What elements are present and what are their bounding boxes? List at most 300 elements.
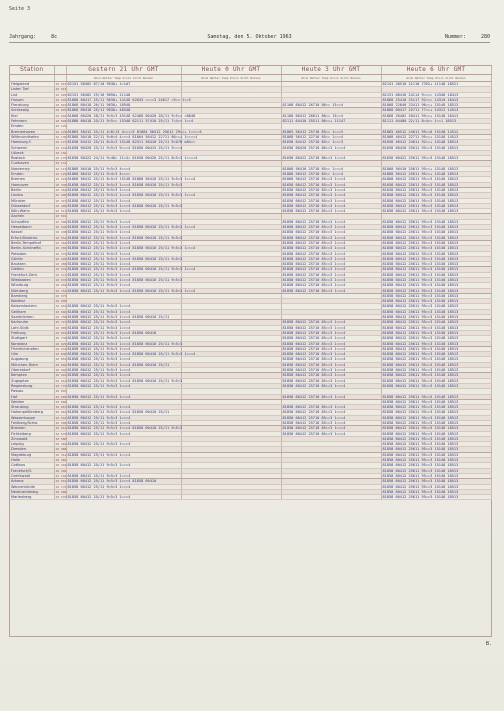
station-index: 10 469 xyxy=(55,442,67,447)
station-index: 10 554 xyxy=(55,235,67,240)
obs-gestern-21: 81858 60412 25/11 9=5=3 1===4 xyxy=(66,383,181,388)
station-index: 10 688 xyxy=(55,399,67,404)
station-index: 10 019 xyxy=(55,87,67,92)
station-name: Regensburg xyxy=(10,383,54,388)
station-index: 10 961 xyxy=(55,378,67,383)
obs-gestern-21: 81858 60412 25/11 9=5=3 1===4 81858 60410 25/11 9=5=3 xyxy=(67,378,183,383)
obs-heute-6: 82151 28510 21110 7352+ 11148 18521 xyxy=(381,82,491,87)
obs-heute-6: 81858 60412 25611 95==3 15148 18513 xyxy=(381,346,491,351)
obs-heute-6: 81858 60412 25611 95==3 15148 18513 xyxy=(381,304,491,309)
obs-gestern-21: 81858 60412 25/11 9=5=3 1===4 xyxy=(66,442,181,447)
station-name: Aachen xyxy=(10,214,54,219)
station-name: Berlin-Tempelhof xyxy=(10,240,54,245)
obs-heute-3: 81858 60412 25710 85==3 1===4 xyxy=(281,225,381,230)
station-name: Emden xyxy=(10,172,54,177)
obs-gestern-21: 81858 60412 25/11 9=5=3 1===4 xyxy=(66,405,181,410)
station-index: 10 045 xyxy=(55,108,67,113)
station-name: Arkona xyxy=(10,479,54,484)
obs-heute-6: 81858 60412 25611 95==3 15148 18513 xyxy=(381,225,491,230)
station-index: 10 499 xyxy=(55,256,67,261)
obs-gestern-21: 81858 60412 25/11 9=5=3 1===4 xyxy=(66,484,181,489)
obs-heute-3: 81858 60412 25710 85==3 1===4 xyxy=(281,246,381,251)
obs-heute-3: 81858 60412 25710 85==3 1===4 xyxy=(281,330,381,335)
station-index: 10 170 xyxy=(55,156,67,161)
obs-heute-3: 81858 60412 25710 85==3 1===4 xyxy=(281,415,381,420)
station-name: Frankfurt-Zent. xyxy=(10,272,54,277)
obs-gestern-21: 81858 60412 25/11 9=5=3 1===4 81858 60410 25/11 9=5=3 xyxy=(67,341,183,346)
group-header-gestern-21: Gestern 21 Uhr GMT xyxy=(66,66,181,75)
station-index: 10 379 xyxy=(55,251,67,256)
obs-heute-3: 81858 60412 25710 85==3 1===4 xyxy=(281,378,381,383)
obs-heute-6: 81858 60412 25611 95==3 15148 18513 xyxy=(381,277,491,282)
group-header-heute-0: Heute 0 Uhr GMT xyxy=(181,66,281,75)
obs-heute-6: 81858 60412 25611 95==3 15148 18513 xyxy=(381,219,491,224)
station-name: Bremen xyxy=(10,177,54,182)
station-index: 10 675 xyxy=(55,293,67,298)
obs-heute-3 xyxy=(281,495,381,500)
station-name: Kempten xyxy=(10,373,54,378)
station-index: 10 929 xyxy=(55,341,67,346)
obs-heute-3: 81858 60412 25710 85==3 1===4 xyxy=(281,198,381,203)
obs-heute-6: 81858 60412 25611 95==3 15148 18513 xyxy=(381,240,491,245)
obs-gestern-21: 81858 60412 25/11 9=5=3 1===4 xyxy=(66,251,181,256)
station-index: 10 600 xyxy=(55,299,67,304)
obs-heute-6: 81858 60412 25611 95==3 15148 18513 xyxy=(381,473,491,478)
station-index: 10 131 xyxy=(55,161,67,166)
obs-gestern-21: 81858 60412 25/11 9=5=3 1===4 xyxy=(66,336,181,341)
obs-heute-6: 81858 60412 25611 95==3 15148 18513 xyxy=(381,405,491,410)
station-index: 10 113 xyxy=(55,166,67,171)
obs-heute-3: 81858 60412 25710 85==3 1===4 xyxy=(281,336,381,341)
station-name: Düsseldorf xyxy=(10,203,54,208)
station-index: 10 944 xyxy=(55,373,67,378)
station-name: Oberstdorf xyxy=(10,368,54,373)
obs-heute-6: 81858 60412 25611 95==3 15148 18513 xyxy=(381,330,491,335)
obs-heute-3: 81858 60412 25710 85==3 1===4 xyxy=(281,421,381,426)
obs-gestern-21: 81858 60412 25/11 9=5=3 1===4 81858 60410 25/11 9=5=3 1===4 xyxy=(67,193,196,198)
station-name: Schwerin xyxy=(10,145,54,150)
station-index: 10 637 xyxy=(55,272,67,277)
station-name: Schleswig xyxy=(10,108,54,113)
obs-heute-6: 81858 60412 25611 95==3 15148 18513 xyxy=(381,426,491,431)
obs-heute-3: 81865 56412 25710 85== 1===5 xyxy=(281,129,381,134)
obs-heute-3: 81858 60412 25710 85==3 1===4 xyxy=(281,431,381,436)
obs-gestern-21: 81858 60412 25/11 9=5=3 1===4 81858 60410 25/11 9=5=3 1===4 xyxy=(67,352,196,357)
obs-gestern-21: 81868 56410 25/11 9=5=3 4===4 xyxy=(66,166,181,171)
obs-gestern-21: 81858 60412 25/11 9=5=3 1===4 81858 60410 25/11 9=5=3 1===4 xyxy=(67,267,196,272)
station-name: Lindau xyxy=(10,193,54,198)
station-index: 10 224 xyxy=(55,177,67,182)
obs-heute-3: 81858 60412 25710 85==3 1===4 xyxy=(281,383,381,388)
obs-heute-6: 81858 60412 25611 95==3 15148 18513 xyxy=(381,230,491,235)
station-name: Brocken xyxy=(10,426,54,431)
station-name: List xyxy=(10,92,54,97)
station-index: 10 540 xyxy=(55,225,67,230)
obs-heute-3: 81858 60412 25710 85==3 1===4 xyxy=(281,426,381,431)
station-index: 10 513 xyxy=(55,209,67,214)
obs-gestern-21: 81858 60412 25/11 9=5=3 1===4 xyxy=(66,304,181,309)
station-name: Halle xyxy=(10,458,54,463)
station-name: Augsburg xyxy=(10,357,54,362)
obs-heute-3: 81658 60420 25710 86==3 1===4 xyxy=(281,145,381,150)
station-name: Leipzig xyxy=(10,442,54,447)
obs-heute-6: 81858 60412 25611 95==3 15148 18513 xyxy=(381,198,491,203)
obs-gestern-21: 81858 60412 25/11 9=5=3 1===4 xyxy=(66,240,181,245)
obs-heute-6: 81858 60412 25611 95==3 15148 18513 xyxy=(381,352,491,357)
station-name: Potsdam xyxy=(10,251,54,256)
obs-heute-6: 81865 46512 24611 95==0 15148 14512 xyxy=(381,129,491,134)
obs-heute-6: 81858 60412 25611 95==3 15148 18513 xyxy=(381,325,491,330)
obs-heute-6: 81858 60412 25611 95==3 15148 18513 xyxy=(381,452,491,457)
obs-gestern-21: 81858 60412 25/11 9=5=3 1===4 81858 60410 25/11 xyxy=(66,410,181,415)
station-index: 10 170 xyxy=(55,484,67,489)
obs-gestern-21: 81858 60412 25/11 9=5=3 1===4 81858 60410 25/11 9=5=3 xyxy=(67,203,183,208)
station-index: 10 396 xyxy=(55,468,67,473)
obs-heute-3: 81868 56412 25710 85== 1===4 xyxy=(281,172,381,177)
station-name: Berlin-Schönefld. xyxy=(10,246,54,251)
obs-heute-6: 81858 60412 25611 95==3 15148 18513 xyxy=(381,489,491,494)
obs-gestern-21: 81888 60410 25/11 9=5== 15348 82111 57410 25/11 7=4== 1==4 xyxy=(67,119,193,124)
obs-gestern-21: 81858 60412 25/11 9=5=3 1===4 xyxy=(66,309,181,314)
station-name: Kiel xyxy=(10,113,54,118)
station-index: 10 035 xyxy=(55,97,67,102)
subheader-row xyxy=(10,75,491,82)
station-name: Münster xyxy=(10,198,54,203)
obs-heute-3: 81858 60412 25710 85==3 1===4 xyxy=(281,346,381,351)
obs-gestern-21: 81858 60412 25/11 9=5=3 1===4 xyxy=(66,373,181,378)
obs-gestern-21: 81868 60417 25/11 9630+ 14148 62643 ====3 24617 =5== 1==5 xyxy=(67,97,191,102)
obs-heute-6: 81868 60417 25711 7?==+ 14312 14513 xyxy=(381,108,491,113)
obs-heute-6: 81858 60412 25611 95==3 15148 18513 xyxy=(381,458,491,463)
obs-heute-3: 81858 60412 25710 85==3 1===4 xyxy=(281,405,381,410)
obs-heute-3: 81858 60412 25710 85==3 1===4 xyxy=(281,209,381,214)
station-index: 10 776 xyxy=(55,383,67,388)
obs-heute-6: 81858 60412 25611 95==3 15148 18513 xyxy=(381,431,491,436)
station-index: 10 338 xyxy=(55,182,67,187)
obs-gestern-21: 81858 60412 25/11 9=5=3 1===4 xyxy=(66,473,181,478)
subheader-h0: Wind Wetter Temp Druck Sicht Wolken xyxy=(181,75,281,82)
obs-gestern-21: 81858 60412 25/11 9=5=3 1===4 81858 60410 25/11 9=5=3 xyxy=(67,256,183,261)
document-date: Samstag, den 5. Oktober 1963 xyxy=(207,34,292,40)
station-name: Geilham xyxy=(10,309,54,314)
station-index: 10 466 xyxy=(55,458,67,463)
obs-heute-3: 81858 60412 25710 85==3 1===4 xyxy=(281,240,381,245)
obs-heute-6: 81858 60412 25611 95==3 15148 18513 xyxy=(381,421,491,426)
station-name: Kassel xyxy=(10,230,54,235)
obs-heute-6: 81858 60412 25611 95==3 15148 18513 xyxy=(381,299,491,304)
obs-gestern-21: 81858 60412 25/11 9=5=3 1===4 xyxy=(66,415,181,420)
station-index: 10 384 xyxy=(55,240,67,245)
station-name: Hannover xyxy=(10,182,54,187)
station-index: 10 852 xyxy=(55,357,67,362)
station-name: Bautzen xyxy=(10,262,54,267)
station-name: Neubrandenbg. xyxy=(10,489,54,494)
obs-heute-6: 81858 60412 25611 95==3 15148 18513 xyxy=(381,415,491,420)
obs-gestern-21: 81858 60412 25/11 9=5=3 1===4 81858 60410 25/11 9=5=3 1===4 xyxy=(67,246,196,251)
obs-heute-6: 81858 60412 25611 95==3 15148 18513 xyxy=(381,288,491,293)
number-value: 280 xyxy=(480,34,490,40)
obs-heute-6: 81858 60412 25611 95==3 15148 18513 xyxy=(381,410,491,415)
station-index: 10 727 xyxy=(55,320,67,325)
obs-gestern-21: 81858 60412 25/11 9=5=3 1===4 xyxy=(66,209,181,214)
station-name: Ulm xyxy=(10,352,54,357)
obs-heute-6: 81858 60412 25611 95==3 15148 18513 xyxy=(381,442,491,447)
station-name: Gießen xyxy=(10,267,54,272)
station-name: Konstanz xyxy=(10,341,54,346)
obs-heute-6: 81868 25410 25117 92=== 14310 18413 xyxy=(381,97,491,102)
station-index: 10 315 xyxy=(55,198,67,203)
station-name: Zinnwald xyxy=(10,436,54,441)
obs-heute-3: 81858 60412 25710 85==3 1===4 xyxy=(281,262,381,267)
obs-heute-6: 81858 60412 25611 95==3 15148 18513 xyxy=(381,203,491,208)
obs-heute-3: 81858 60412 25710 85==3 1===4 xyxy=(281,410,381,415)
obs-gestern-21: 81858 60412 25/11 9=5=3 1===4 xyxy=(66,198,181,203)
station-name: Hohenpeißenberg xyxy=(10,410,54,415)
obs-heute-3: 81858 60412 25710 85==3 1===4 xyxy=(281,277,381,282)
obs-gestern-21: 81858 60412 25/11 9=5=3 1===4 xyxy=(66,219,181,224)
obs-heute-6: 81658 60412 25611 95==3 15148 18513 xyxy=(381,187,491,192)
station-name: Greifswald xyxy=(10,473,54,478)
station-index: 10 895 xyxy=(55,389,67,394)
station-name: Wittmundhafen xyxy=(10,134,54,139)
obs-gestern-21: 82151 58402 29/10 9650+ 11148 xyxy=(66,92,181,97)
table-body xyxy=(10,82,491,500)
obs-heute-6: 81858 60412 25611 95==3 15148 18513 xyxy=(381,468,491,473)
station-index: 10 361 xyxy=(55,452,67,457)
obs-heute-6: 81111 64400 22/11 8=4== 1==1 18513 xyxy=(381,119,491,124)
obs-gestern-21: 81858 60412 25/11 9=5=3 1===4 81858 60410 25/11 9=5=3 xyxy=(67,426,183,431)
obs-heute-3: 81658 60412 25710 85==3 1===4 xyxy=(281,182,381,187)
station-name: Görlitz xyxy=(10,256,54,261)
obs-heute-3: 81858 60412 25710 85==3 1===4 xyxy=(281,272,381,277)
station-name: Bremerhaven xyxy=(10,129,54,134)
number-label: Nummer: xyxy=(444,34,466,40)
obs-gestern-21: 81858 60412 25/11 9=5=3 1===4 81858 60410 25/11 xyxy=(66,315,181,320)
station-index: 10 616 xyxy=(55,304,67,309)
obs-heute-3: 81858 60412 25710 85==3 1===4 xyxy=(281,288,381,293)
obs-gestern-21: 81658 60412 25/11 9=5=3 1===4 xyxy=(66,187,181,192)
station-name: Würzburg xyxy=(10,283,54,288)
obs-heute-3: 82111 64410 25511 86==+ 11147 xyxy=(281,119,381,124)
station-index: 10 532 xyxy=(55,267,67,272)
obs-gestern-21: 81858 60412 25/11 9=5=3 1===4 81858 60410 25/11 9=5=3 xyxy=(67,235,183,240)
obs-heute-3: 81168 60412 26611 86== 15==4 xyxy=(281,113,381,118)
station-index: 10 570 xyxy=(55,495,67,500)
obs-gestern-21: 81658 60420 25/11 9=5=3 9===4 81856 60415 25/11 9===4 xyxy=(67,145,183,150)
station-index: 10 130 xyxy=(55,134,67,139)
obs-gestern-21: 81858 60412 25/11 9=5=3 1===4 xyxy=(66,394,181,399)
obs-heute-3: 81858 60412 25710 85==3 1===4 xyxy=(281,256,381,261)
obs-gestern-21: 81868 60418 25/11 9630+ 48348 xyxy=(66,108,181,113)
station-name: Karlsruhe xyxy=(10,320,54,325)
station-index: 10 492 xyxy=(55,463,67,468)
obs-heute-3: 81858 60412 25710 85==3 1===4 xyxy=(281,320,381,325)
obs-heute-6: 81858 60412 25611 95==3 15148 18513 xyxy=(381,378,491,383)
obs-heute-3: 81868 56412 22710 85== 1===4 xyxy=(281,134,381,139)
obs-gestern-21: 81658 60412 25/11 9=5=3 1===4 81658 60410 25/11 9=5=3 xyxy=(67,182,183,187)
obs-heute-3: 81658 60412 25710 85==3 1===4 xyxy=(281,187,381,192)
group-header-heute-3: Heute 3 Uhr GMT xyxy=(281,66,381,75)
obs-heute-6: 81858 60412 25611 95==3 15148 18513 xyxy=(381,272,491,277)
obs-heute-3: 81858 60412 25710 85==3 1===4 xyxy=(281,251,381,256)
station-name: Schauffen xyxy=(10,219,54,224)
obs-heute-6: 81858 60412 25611 95==3 15148 18513 xyxy=(381,309,491,314)
station-index: 10 946 xyxy=(55,368,67,373)
obs-gestern-21: 81868 56412 25/11 8=5=3 15148 81868 56410 25/11 9=5=3 1===4 xyxy=(67,177,196,182)
obs-heute-3: 81858 60412 25710 85==3 1===4 xyxy=(281,203,381,208)
obs-heute-6: 81858 60412 25611 95==3 15148 18513 xyxy=(381,267,491,272)
obs-heute-6: 81858 60412 25611 95==3 15148 18513 xyxy=(381,341,491,346)
page-corner-label: Seite 3 xyxy=(9,6,31,12)
station-name: Norderney xyxy=(10,166,54,171)
obs-heute-3: 81168 60412 26710 86== 15==4 xyxy=(281,103,381,108)
obs-heute-6: 81858 60412 25611 95==3 15148 18513 xyxy=(381,436,491,441)
station-index: 10 803 xyxy=(55,330,67,335)
station-index: 10 129 xyxy=(55,172,67,177)
station-name: Wasserkuppe xyxy=(10,415,54,420)
obs-gestern-21: 81858 60412 25/11 9=5=3 1===4 81858 60410 xyxy=(66,330,181,335)
station-index: 10 655 xyxy=(55,283,67,288)
obs-heute-6: 81658 60420 25611 95==3 15148 18513 xyxy=(381,145,491,150)
station-name: Frankfurt/O. xyxy=(10,468,54,473)
station-index: 10 866 xyxy=(55,362,67,367)
station-index: 10 129 xyxy=(55,129,67,134)
obs-gestern-21: 81858 60412 25/11 9=5=3 1===4 81858 60410 25/11 9=5=3 xyxy=(67,277,183,282)
station-name: Berlin xyxy=(10,187,54,192)
obs-heute-6: 81858 60412 25611 95==3 15148 18513 xyxy=(381,373,491,378)
obs-gestern-21: 81858 60412 25/11 9=5=3 1===4 xyxy=(66,368,181,373)
station-name: Fehmarn xyxy=(10,119,54,124)
station-index: 10 934 xyxy=(55,346,67,351)
station-index: 10 046 xyxy=(55,113,67,118)
obs-heute-6: 81858 60412 25611 95==3 15148 18513 xyxy=(381,357,491,362)
obs-heute-3: 81858 60412 25710 85==3 1===4 xyxy=(281,193,381,198)
obs-heute-6: 81658 60422 25611 95==3 15148 18513 xyxy=(381,156,491,161)
obs-heute-3: 81858 60412 25710 85==3 1===4 xyxy=(281,235,381,240)
station-index: 10 384 xyxy=(55,187,67,192)
station-name: Stuttgart xyxy=(10,336,54,341)
obs-gestern-21: 81658 60422 24/11 9=48= 11=4= 81658 60420 25/11 8=5=3 1====4 xyxy=(67,156,198,161)
station-name: Warnemünde xyxy=(10,484,54,489)
station-index: 10 453 xyxy=(55,426,67,431)
obs-gestern-21: 81858 60412 25/11 9=5=3 1===4 xyxy=(66,230,181,235)
station-index: 10 048 xyxy=(55,119,67,124)
obs-gestern-21: 81658 64412 25/11 8=5=3 15148 82511 56410 25/11 9=078 o84== xyxy=(67,140,196,145)
obs-gestern-21: 81858 60412 25/11 9=5=3 1===4 xyxy=(66,320,181,325)
station-index: 10 580 xyxy=(55,436,67,441)
station-index: 10 438 xyxy=(55,230,67,235)
station-name: Straubing xyxy=(10,405,54,410)
obs-heute-3: 81858 60412 25710 85==3 1===4 xyxy=(281,325,381,330)
index-header xyxy=(54,66,66,75)
station-name: Helgoland xyxy=(10,82,54,87)
obs-gestern-21: 81868 56410 22/11 9=0=4 4===4 81864 56412 22711 86==+ 1====4 xyxy=(67,134,198,139)
obs-heute-6: 81658 60412 25611 95==3 15148 18513 xyxy=(381,182,491,187)
station-index: 10 015 xyxy=(55,82,67,86)
obs-heute-3: 81868 56410 25710 85== 1===4 xyxy=(281,166,381,171)
obs-gestern-21: 81858 60412 25/11 9=5=3 1===4 81858 60410 xyxy=(66,479,181,484)
obs-heute-6: 81858 60412 25611 95==3 15148 18513 xyxy=(381,484,491,489)
station-name: Saarbrücken xyxy=(10,315,54,320)
obs-gestern-21: 81868 60410 26/11 9630+ 18948 xyxy=(66,103,181,108)
obs-heute-6: 81658 46412 24611 92==+ 15148 18513 xyxy=(381,140,491,145)
obs-gestern-21: 81858 60412 25/11 9=5=3 1===4 xyxy=(66,346,181,351)
station-index: 10 805 xyxy=(55,325,67,330)
obs-gestern-21: 81858 60412 25/11 9=5=3 1===4 xyxy=(66,283,181,288)
station-index: 10 129 xyxy=(55,124,67,129)
obs-gestern-21: 81865 56412 25/11 4=8=13 4====5 81864 56412 25612 29==+ 1====5 xyxy=(67,129,202,134)
obs-heute-3: 81858 60412 25710 85==3 1===4 xyxy=(281,219,381,224)
station-index: 10 962 xyxy=(55,410,67,415)
station-name: Hamburg-F. xyxy=(10,140,54,145)
station-name: Zugspitze xyxy=(10,378,54,383)
observation-table xyxy=(9,65,492,637)
station-name: Friedrichshafen xyxy=(10,346,54,351)
obs-heute-6: 82151 68416 24114 9==== 14348 18413 xyxy=(381,92,491,97)
obs-heute-6: 81858 60412 25611 95==3 15148 18513 xyxy=(381,362,491,367)
station-name: Husum xyxy=(10,97,54,102)
station-index: 10 501 xyxy=(55,214,67,219)
station-index: 10 838 xyxy=(55,352,67,357)
station-name: Flensburg xyxy=(10,103,54,108)
station-index: 10 633 xyxy=(55,277,67,282)
station-index: 10 162 xyxy=(55,145,67,150)
obs-heute-6: 81858 60412 25611 95==3 15148 18513 xyxy=(381,209,491,214)
station-name: Hesselbach xyxy=(10,225,54,230)
obs-heute-6: 81858 60412 25611 95==3 15148 18513 xyxy=(381,463,491,468)
station-name: Passau xyxy=(10,389,54,394)
subheader-g21: Wind Wetter Temp Druck Sicht Wolken xyxy=(66,75,181,82)
obs-heute-6: 81858 60412 25611 95==3 15148 18513 xyxy=(381,320,491,325)
obs-heute-6: 81858 60412 25611 95==3 15148 18513 xyxy=(381,394,491,399)
obs-heute-3: 81858 60412 25710 85==3 1===4 xyxy=(281,357,381,362)
obs-heute-6: 81858 60412 25611 95==3 15148 18513 xyxy=(381,399,491,404)
obs-gestern-21: 81858 60412 25/11 9=5=3 1===4 xyxy=(66,325,181,330)
obs-heute-3: 81858 60412 25710 85==3 1===4 xyxy=(281,267,381,272)
obs-heute-6: 81868 56410 25611 95==+ 15148 18513 xyxy=(381,166,491,171)
obs-heute-6: 81858 60412 25611 95==3 15148 18513 xyxy=(381,256,491,261)
station-index: 10 280 xyxy=(55,489,67,494)
obs-heute-6: 81868 56412 25611 95==+ 15148 18513 xyxy=(381,172,491,177)
document-header xyxy=(9,32,490,43)
obs-heute-6: 81858 60412 25611 95==3 15148 18513 xyxy=(381,495,491,500)
station-name: Freiburg xyxy=(10,330,54,335)
obs-gestern-21: 81858 60412 25/11 9=5=3 1===4 xyxy=(66,431,181,436)
obs-gestern-21: 81868 60420 28/11 9=5=3 49148 82468 60420 28/11 9=5== =8848 xyxy=(67,113,196,118)
station-index: 10 708 xyxy=(55,315,67,320)
obs-heute-3: 81858 60412 25710 85==3 1===4 xyxy=(281,373,381,378)
station-name: Köln-Wahn xyxy=(10,209,54,214)
station-name: Lahr-Südt. xyxy=(10,325,54,330)
obs-gestern-21: 81858 60412 25/11 9=5=3 1===4 xyxy=(66,421,181,426)
station-name: Erfurt-Bindersl. xyxy=(10,235,54,240)
station-name: Feldberg/Schw. xyxy=(10,421,54,426)
station-name: Kaiserslautern xyxy=(10,304,54,309)
obs-heute-6: 81868 56412 25611 95==3 15148 18513 xyxy=(381,177,491,182)
station-name: Koblenz xyxy=(10,299,54,304)
station-index: 10 544 xyxy=(55,415,67,420)
page-bottom-mark: B. xyxy=(485,641,492,647)
obs-heute-3: 81858 60412 25710 85==3 1===4 xyxy=(281,230,381,235)
table-row xyxy=(10,495,491,500)
obs-gestern-21: 81858 60412 25/11 9=5=3 1===4 xyxy=(66,262,181,267)
obs-heute-3: 81858 60412 25710 85==3 1===4 xyxy=(281,352,381,357)
obs-heute-3: 81858 60412 25710 85==3 1===4 xyxy=(281,394,381,399)
station-name: Bamberg xyxy=(10,293,54,298)
obs-heute-3: 81868 56412 25710 85==3 1===4 xyxy=(281,177,381,182)
obs-heute-6: 81858 60412 25611 95==3 15148 18513 xyxy=(381,235,491,240)
station-index: 10 887 xyxy=(55,405,67,410)
